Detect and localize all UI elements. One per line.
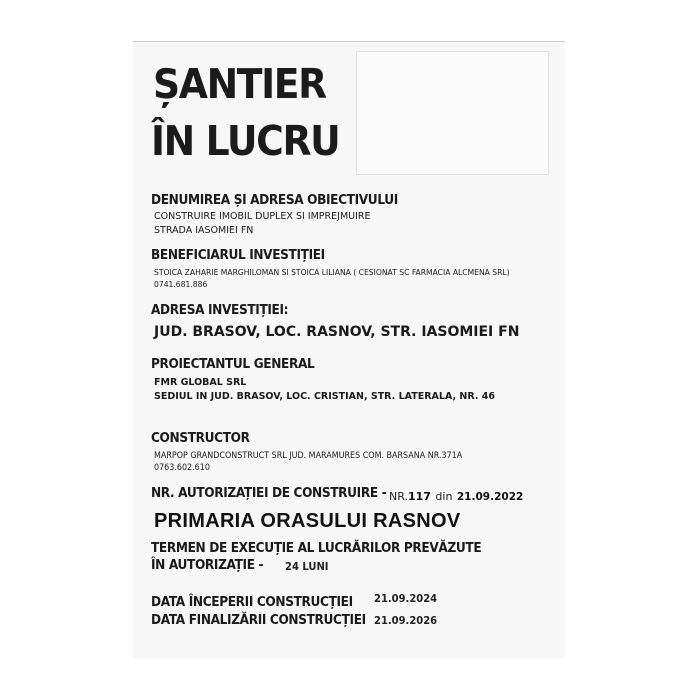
authorization-nr-label: NR. — [389, 490, 408, 503]
authorization-number-group — [389, 487, 523, 505]
term-heading-line-1: TERMEN DE EXECUȚIE AL LUCRĂRILOR PREVĂZUTE — [151, 540, 482, 556]
term-heading-line-2: ÎN AUTORIZAȚIE - — [151, 557, 264, 573]
beneficiary-heading: BENEFICIARUL INVESTIȚIEI — [151, 247, 325, 263]
constructor-line-1: MARPOP GRANDCONSTRUCT SRL JUD. MARAMURES COM. BARSANA NR.371A — [154, 451, 463, 461]
authorization-din-label: din — [435, 490, 453, 503]
address-value: JUD. BRASOV, LOC. RASNOV, STR. IASOMIEI FN — [154, 324, 520, 340]
title-line-2: ÎN LUCRU — [151, 117, 340, 165]
start-date-value: 21.09.2024 — [374, 593, 438, 605]
authorization-nr-value: 117 — [407, 490, 431, 503]
beneficiary-line-2: 0741.681.886 — [154, 279, 208, 289]
term-value: 24 LUNI — [285, 561, 329, 573]
title-line-1: ȘANTIER — [153, 60, 326, 108]
address-heading: ADRESA INVESTIȚIEI: — [151, 302, 289, 318]
beneficiary-line-1: STOICA ZAHARIE MARGHILOMAN SI STOICA LILIANA ( CESIONAT SC FARMACIA ALCMENA SRL) — [154, 267, 510, 277]
designer-line-1: FMR GLOBAL SRL — [154, 377, 247, 388]
designer-heading: PROIECTANTUL GENERAL — [151, 356, 315, 372]
constructor-line-2: 0763.602.610 — [154, 463, 210, 473]
issuer-name: PRIMARIA ORASULUI RASNOV — [154, 510, 461, 532]
objective-heading: DENUMIREA ȘI ADRESA OBIECTIVULUI — [151, 192, 398, 208]
objective-line-1: CONSTRUIRE IMOBIL DUPLEX SI IMPREJMUIRE — [154, 211, 371, 222]
start-date-label: DATA ÎNCEPERII CONSTRUCȚIEI — [151, 594, 353, 610]
designer-line-2: SEDIUL IN JUD. BRASOV, LOC. CRISTIAN, STR. LATERALA, NR. 46 — [154, 391, 495, 402]
constructor-heading: CONSTRUCTOR — [151, 430, 250, 446]
end-date-label: DATA FINALIZĂRII CONSTRUCȚIEI — [151, 612, 366, 628]
objective-line-2: STRADA IASOMIEI FN — [154, 225, 254, 236]
end-date-value: 21.09.2026 — [374, 615, 438, 627]
authorization-heading: NR. AUTORIZAȚIEI DE CONSTRUIRE - — [151, 485, 387, 501]
authorization-date: 21.09.2022 — [456, 491, 524, 503]
logo-placeholder — [356, 51, 549, 175]
